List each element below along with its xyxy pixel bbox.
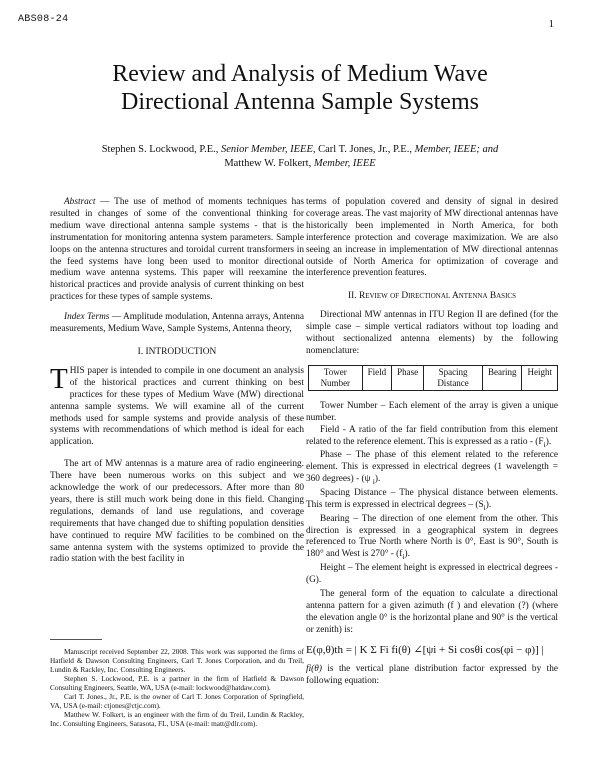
definition-text: ). (374, 474, 381, 485)
footnote: Stephen S. Lockwood, P.E. is a partner in the firm of Hatfield & Dawson Consulting Engineers, Seattle, WA, USA (e-mail: lockwood@hatdaw.com). (50, 674, 304, 692)
author-list (60, 143, 540, 171)
definition-text: ). (545, 436, 552, 447)
drop-cap: T (50, 362, 68, 395)
table-header-cell: Phase (392, 365, 424, 390)
definition-tower-number: Tower Number – Each element of the array is given a unique number. (306, 400, 558, 423)
footnote: Manuscript received September 22, 2008. This work was supported the firms of Hatfield & Dawson Consulting Engineers, Carl T. Jones Corporation, and du Treil, Lundin & Rackley, Inc. Consulting Engineers. (50, 647, 304, 674)
paragraph-general-form: The general form of the equation to calculate a directional antenna pattern for a given azimuth (f ) and elevation (?) (where the elevation angle 0° is the horizontal plane and 90° is the vertical or zenith) is: (306, 588, 558, 635)
footnote-rule (50, 639, 102, 640)
table-header-cell: Bearing (482, 365, 522, 390)
definition-text: Phase – The phase of this element related to the reference element. This is expressed in electrical degrees (1 wavelength = 360 degrees) - (ψ (306, 450, 558, 485)
footnote: Carl T. Jones., Jr., P.E. is the owner of Carl T. Jones Corporation of Springfield, VA, USA (e-mail: ctjones@ctjc.com). (50, 692, 304, 710)
author-membership: Member, IEEE (313, 158, 376, 169)
title-line-1: Review and Analysis of Medium Wave (112, 61, 488, 87)
definition-text: ). (485, 499, 492, 510)
subscript: i (372, 477, 375, 487)
paragraph-itu: Directional MW antennas in ITU Region II are defined (for the simple case – simple vertical radiators without top loading and without sectionalized antenna elements) by the following nomenclature: (306, 310, 558, 356)
left-column (50, 197, 304, 566)
paragraph-text: is the vertical plane distribution factor expressed by the following equation: (306, 664, 558, 687)
abstract-label: Abstract (64, 197, 96, 207)
running-head: ABS08-24 (18, 14, 69, 25)
author-text: Stephen S. Lockwood, P.E., (101, 144, 222, 155)
table-header-cell: Height (522, 365, 558, 390)
section-number: II. (348, 291, 359, 302)
abstract (50, 197, 304, 304)
subscript: i (402, 552, 405, 562)
paragraph-after-equation (306, 664, 558, 688)
definition-text: ). (404, 549, 410, 560)
right-column (306, 197, 558, 688)
abstract-text: — The use of method of moments techniques has resulted in changes of some of the conventional thinking for medium wave directional antenna sample systems - that is the instrumentation for monitoring antenna system parameters. Sample loops on the antenna structures and toroidal current transformers in the feed systems have long been used to monitor directional medium wave antenna systems. This paper will reexamine the historical practices and provide analysis of current thinking on best practices for these types of sample systems. (50, 197, 304, 303)
table-header-cell: Tower Number (309, 365, 363, 390)
nomenclature-table (308, 365, 558, 391)
index-terms-text: — Amplitude modulation, Antenna arrays, Antenna measurements, Medium Wave, Sample Systems, Antenna theory, (50, 312, 304, 335)
paragraph-continued: terms of population covered and density of signal in desired coverage areas. The vast majority of MW directional antennas have historically been implemented in North America, for both interference protection and coverage maximization. We are also seeing an increase in implementation of MW directional antennas outside of North America for optimization of coverage and interference prevention features. (306, 197, 558, 279)
definition-height: Height – The element height is expressed in electrical degrees - (G). (306, 563, 558, 585)
intro-paragraph-1 (50, 362, 304, 449)
intro-paragraph-1-text: HIS paper is intended to compile in one document an analysis of the historical practices and current thinking on best practices for these types of Medium Wave (MW) directional antenna sample systems. We will examine all of the current methods used for sample systems and provide analysis of these systems with recommendations of which method is ideal for each application. (50, 365, 304, 448)
section-heading-introduction: I. INTRODUCTION (137, 346, 217, 357)
author-text: Carl T. Jones, Jr., P.E., (315, 144, 415, 155)
definition-text: Bearing – The direction of one element from the other. This direction is expressed in a geographical system in degrees referenced to True North where North is 0°, East is 90°, South is 180° and West is 270° - (f (306, 513, 558, 560)
authors-line-1 (60, 143, 540, 157)
intro-paragraph-2: The art of MW antennas is a mature area of radio engineering. There have been numerous works on this subject and we acknowledge the work of our predecessors. After more than 80 years, there is still much work being done in this field. Changing regulations, demands of land use regulations, and coverage requirements that have changed due to shifting population densities have continued to require MW facilities to be combined on the same antenna system with the systems optimized to provide the radio station with the best facility in (50, 459, 304, 565)
paper-title (0, 60, 600, 116)
footnote: Matthew W. Folkert, is an engineer with the firm of du Treil, Lundin & Rackley, Inc. Consulting Engineers, Sarasota, FL, USA (e-mail: matt@dlr.com). (50, 710, 304, 728)
section-heading-directional-basics (306, 291, 558, 303)
pattern-equation: E(φ,θ)th = | K Σ Fi fi(θ) ∠[ψi + Si cosθi cos(φi − φ)] | (306, 643, 544, 656)
index-terms-label: Index Terms (64, 312, 110, 323)
equation-symbol: fi(θ) (306, 664, 322, 675)
definition-field (306, 425, 558, 451)
subscript: i (543, 439, 546, 449)
definition-bearing (306, 514, 558, 563)
table-header-cell: Spacing Distance (424, 365, 483, 390)
definition-spacing (306, 488, 558, 514)
subscript: i (483, 502, 486, 512)
definition-text: Field - A ratio of the far field contribution from this element related to the reference element. This is expressed as a ratio - (F (306, 424, 558, 447)
table-row (309, 365, 558, 390)
title-line-2: Directional Antenna Sample Systems (121, 89, 479, 115)
author-membership: Member, IEEE; and (414, 144, 499, 155)
definition-text: Spacing Distance – The physical distance between elements. This term is expressed in electrical degrees – (S (306, 487, 558, 510)
index-terms (50, 312, 304, 336)
footnotes (50, 647, 304, 728)
table-header-cell: Field (362, 365, 392, 390)
definition-phase (306, 450, 558, 488)
page-number: 1 (548, 18, 554, 30)
author-membership: Senior Member, IEEE, (221, 144, 316, 155)
section-title: Review of Directional Antenna Basics (358, 291, 516, 302)
author-text: Matthew W. Folkert, (224, 158, 314, 169)
authors-line-2 (60, 157, 540, 171)
